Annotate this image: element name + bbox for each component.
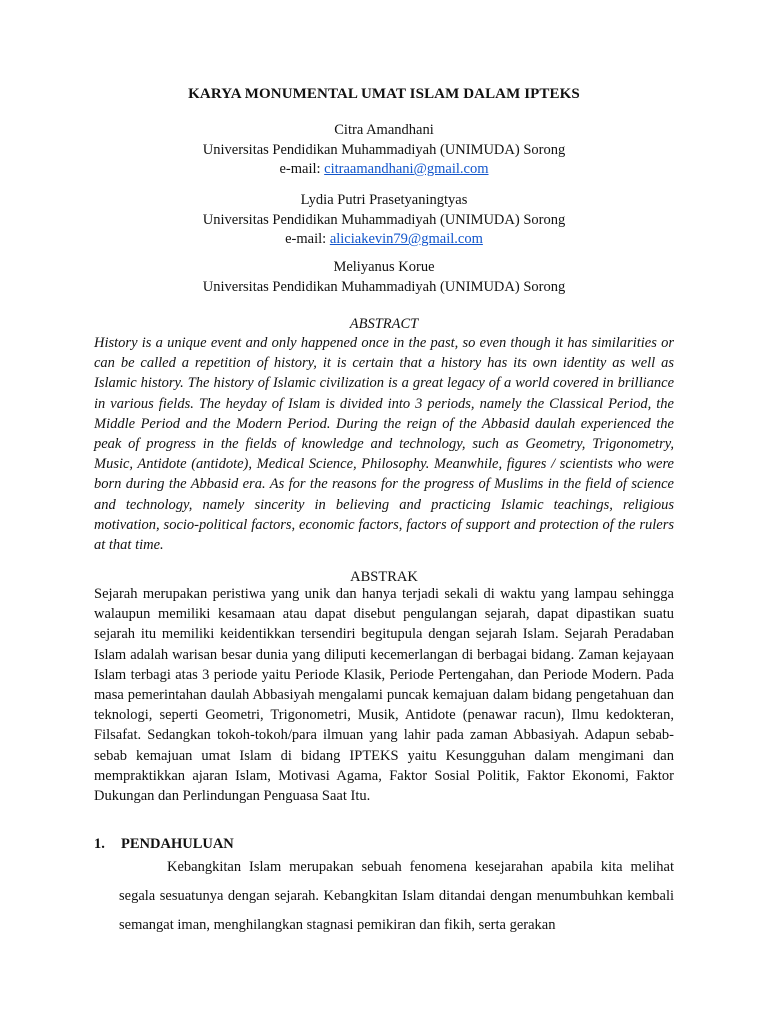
- author-affiliation: Universitas Pendidikan Muhammadiyah (UNIMUDA) Sorong: [202, 141, 566, 158]
- abstract-heading: ABSTRACT: [349, 316, 419, 332]
- section-heading: [94, 836, 234, 853]
- author-1: [0, 121, 768, 180]
- email-link[interactable]: aliciakevin79@gmail.com: [329, 231, 483, 247]
- author-3: [0, 258, 768, 297]
- paper-title: KARYA MONUMENTAL UMAT ISLAM DALAM IPTEKS: [188, 86, 580, 102]
- author-email-line: [0, 160, 768, 180]
- email-link[interactable]: citraamandhani@gmail.com: [324, 161, 489, 177]
- author-affiliation: Universitas Pendidikan Muhammadiyah (UNIMUDA) Sorong: [202, 211, 566, 228]
- author-name: Lydia Putri Prasetyaningtyas: [300, 192, 468, 208]
- author-email-line: [0, 230, 768, 250]
- email-label: e-mail:: [279, 161, 325, 177]
- section-number: 1.: [94, 836, 105, 852]
- abstrak-text: Sejarah merupakan peristiwa yang unik dan hanya terjadi sekali di waktu yang lampau sehingga walaupun memiliki kesamaan atau dapat disebut pengulangan sejarah, dapat dipastikan suatu sejarah itu memiliki keidentikkan tersendiri begitupula dengan sejarah Islam. Sejarah Peradaban Islam adalah warisan besar dunia yang diliputi kecemerlangan di berbagai bidang. Zaman kejayaan Islam terbagi atas 3 periode yaitu Periode Klasik, Periode Pertengahan, dan Periode Modern. Pada masa pemerintahan daulah Abbasiyah mengalami puncak kemajuan dalam bidang pengetahuan dan teknologi, seperti Geometri, Trigonometri, Musik, Antidote (penawar racun), Ilmu kedokteran, Filsafat. Sedangkan tokoh-tokoh/para ilmuan yang lahir pada zaman Abbasiyah. Adapun sebab-sebab kemajuan umat Islam di bidang IPTEKS yaitu Kesungguhan dalam mengimani dan mempraktikkan ajaran Islam, Motivasi Agama, Faktor Sosial Politik, Faktor Ekonomi, Faktor Dukungan dan Perlindungan Penguasa Saat Itu.: [94, 586, 674, 805]
- author-name: Citra Amandhani: [334, 122, 434, 138]
- section-title: PENDAHULUAN: [121, 836, 234, 852]
- abstrak-heading: ABSTRAK: [350, 569, 418, 585]
- section-body-text: Kebangkitan Islam merupakan sebuah fenomena kesejarahan apabila kita melihat segala sesuatunya dengan sejarah. Kebangkitan Islam ditandai dengan menumbuhkan kembali semangat iman, menghilangkan stagnasi pemikiran dan fikih, serta gerakan: [119, 859, 674, 933]
- author-affiliation: Universitas Pendidikan Muhammadiyah (UNIMUDA) Sorong: [202, 278, 566, 295]
- author-name: Meliyanus Korue: [333, 259, 435, 275]
- abstract-text: History is a unique event and only happened once in the past, so even though it has similarities or can be called a repetition of history, it is certain that a history has its own identity as well as Islamic history. The history of Islamic civilization is a great legacy of a world covered in brilliance in various fields. The heyday of Islam is divided into 3 periods, namely the Classical Period, the Middle Period and the Modern Period. During the reign of the Abbasid daulah experienced the peak of progress in the fields of knowledge and technology, such as Geometry, Trigonometry, Music, Antidote (antidote), Medical Science, Philosophy. Meanwhile, figures / scientists who were born during the Abbasid era. As for the reasons for the progress of Muslims in the field of science and technology, namely sincerity in believing and practicing Islamic teachings, religious motivation, socio-political factors, economic factors, factors of support and protection of the rulers at that time.: [94, 335, 674, 554]
- author-2: [0, 191, 768, 250]
- email-label: e-mail:: [285, 231, 330, 247]
